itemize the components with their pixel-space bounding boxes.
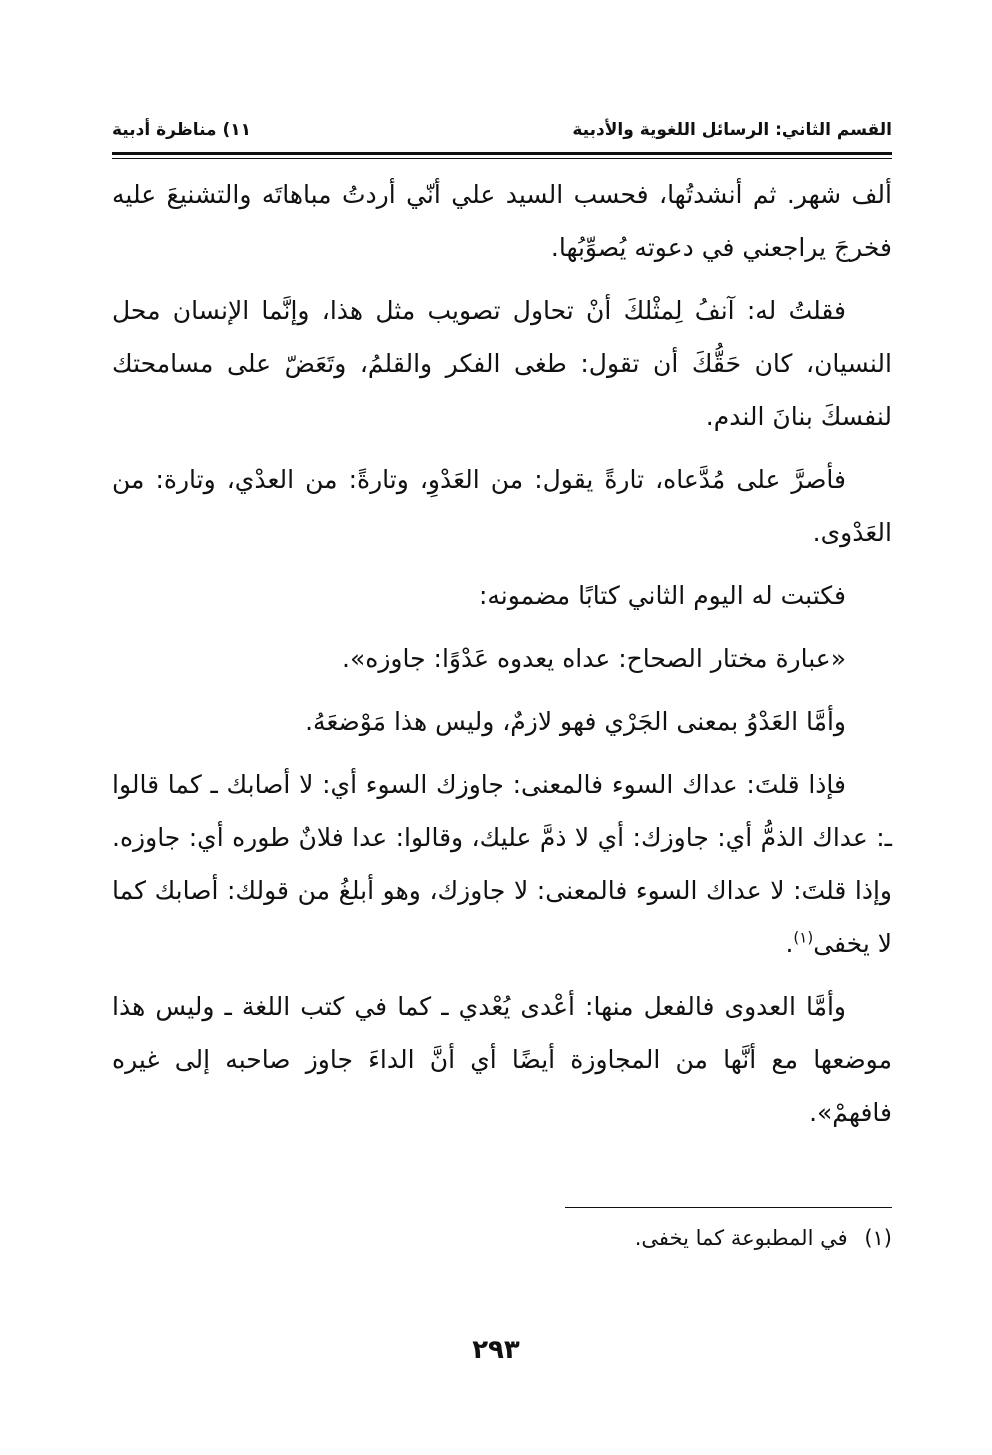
paragraph-7-text: فإذا قلتَ: عداك السوء فالمعنى: جاوزك السوء أي: لا أصابك ـ كما قالوا ـ: عداك الذمُّ أي: جاوزك: أي لا ذمَّ عليك، وقالوا: عدا فلانٌ طوره أي: جاوزه. وإذا قلتَ: لا عداك السوء فالمعنى: لا جاوزك، وهو أبلغُ من قولك: أصابك كما لا يخفى — [112, 770, 892, 958]
header-rule-thin — [112, 158, 892, 159]
footnote-text: في المطبوعة كما يخفى. — [634, 1226, 848, 1250]
header-rule — [112, 152, 892, 155]
paragraph-3: فأصرَّ على مُدَّعاه، تارةً يقول: من العَدْوِ، وتارةً: من العدْي، وتارة: من العَدْوى. — [112, 465, 892, 547]
paragraph-5: «عبارة مختار الصحاح: عداه يعدوه عَدْوًا: جاوزه». — [342, 644, 846, 673]
chapter-title: ١١) مناظرة أدبية — [112, 120, 252, 140]
paragraph-8: وأمَّا العدوى فالفعل منها: أعْدى يُعْدي ـ كما في كتب اللغة ـ وليس هذا موضعها مع أنَّها من المجاوزة أيضًا أي أنَّ الداءَ جاوز صاحبه إلى غيره فافهمْ». — [112, 992, 892, 1127]
footnote-reference[interactable]: (١) — [793, 928, 814, 947]
page-number: ٢٩٣ — [472, 1335, 520, 1365]
footnote — [112, 1222, 892, 1254]
paragraph-1: ألف شهر. ثم أنشدتُها، فحسب السيد علي أنّي أردتُ مباهاتَه والتشنيعَ عليه فخرجَ يراجعني في دعوته يُصوِّبُها. — [112, 180, 892, 262]
footnote-number: (١) — [864, 1226, 892, 1250]
paragraph-4: فكتبت له اليوم الثاني كتابًا مضمونه: — [478, 581, 846, 610]
footnote-rule — [565, 1207, 892, 1208]
body-text — [112, 168, 892, 1149]
paragraph-2: فقلتُ له: آنفُ لِمثْلكَ أنْ تحاول تصويب مثل هذا، وإنَّما الإنسان محل النسيان، كان حَقُّكَ أن تقول: طغى الفكر والقلمُ، وتَعَضّ على مسامحتك لنفسكَ بنانَ الندم. — [112, 296, 892, 431]
section-title: القسم الثاني: الرسائل اللغوية والأدبية — [572, 120, 892, 140]
paragraph-6: وأمَّا العَدْوُ بمعنى الجَرْي فهو لازمٌ، وليس هذا مَوْضعَهُ. — [305, 707, 846, 736]
running-header — [112, 118, 892, 146]
paragraph-7-end: . — [785, 929, 794, 958]
paragraph-7 — [112, 758, 892, 970]
